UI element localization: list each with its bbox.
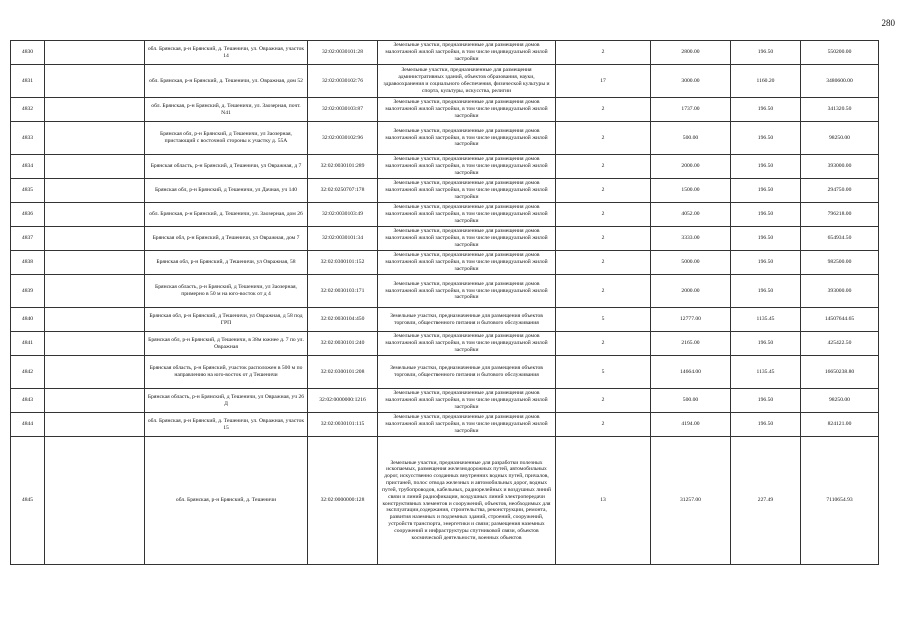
- row-number-cell: 4833: [11, 122, 45, 155]
- table-row: [11, 275, 879, 308]
- cadastral-number-cell: 32:02:0030102:96: [308, 122, 378, 155]
- table-row: [11, 41, 879, 65]
- row-number-cell: 4839: [11, 275, 45, 308]
- cadastral-number-cell: 32:02:0030101:115: [308, 413, 378, 437]
- row-number-cell: 4841: [11, 332, 45, 356]
- area-cell: 2000.00: [651, 275, 731, 308]
- cadastral-number-cell: 32:02:0030101:34: [308, 227, 378, 251]
- empty-cell: [45, 308, 145, 332]
- use-group-cell: 2: [556, 203, 651, 227]
- use-group-cell: 2: [556, 413, 651, 437]
- row-number-cell: 4844: [11, 413, 45, 437]
- specific-value-cell: 196.50: [731, 98, 801, 122]
- specific-value-cell: 227.49: [731, 437, 801, 565]
- address-cell: обл. Брянская, р-н Брянский, д. Тешеничи: [145, 437, 308, 565]
- area-cell: 2800.00: [651, 41, 731, 65]
- cadastral-number-cell: 32:02:0030102:76: [308, 65, 378, 98]
- empty-cell: [45, 98, 145, 122]
- cadastral-number-cell: 32:02:0030101:240: [308, 332, 378, 356]
- row-number-cell: 4845: [11, 437, 45, 565]
- table-row: [11, 413, 879, 437]
- table-row: [11, 65, 879, 98]
- area-cell: 2000.00: [651, 155, 731, 179]
- empty-cell: [45, 122, 145, 155]
- cadastral-number-cell: 32:02:0300101:208: [308, 356, 378, 389]
- use-group-cell: 13: [556, 437, 651, 565]
- table-row: [11, 356, 879, 389]
- permitted-use-cell: Земельные участки, предназначенные для размещения домов малоэтажной жилой застройки, в том числе индивидуальной жилой застройки: [378, 389, 556, 413]
- permitted-use-cell: Земельные участки, предназначенные для размещения домов малоэтажной жилой застройки, в том числе индивидуальной жилой застройки: [378, 179, 556, 203]
- cadastral-number-cell: 32:02:0030101:28: [308, 41, 378, 65]
- table-row: [11, 98, 879, 122]
- table-row: [11, 227, 879, 251]
- cadastral-value-cell: 341320.50: [801, 98, 879, 122]
- table-row: [11, 203, 879, 227]
- table-row: [11, 179, 879, 203]
- use-group-cell: 2: [556, 179, 651, 203]
- specific-value-cell: 196.50: [731, 227, 801, 251]
- specific-value-cell: 196.50: [731, 179, 801, 203]
- specific-value-cell: 1160.20: [731, 65, 801, 98]
- permitted-use-cell: Земельные участки, предназначенные для размещения объектов торговли, общественного питания и бытового обслуживания: [378, 308, 556, 332]
- permitted-use-cell: Земельные участки, предназначенные для размещения домов малоэтажной жилой застройки, в том числе индивидуальной жилой застройки: [378, 203, 556, 227]
- empty-cell: [45, 437, 145, 565]
- cadastral-value-cell: 3480600.00: [801, 65, 879, 98]
- specific-value-cell: 196.50: [731, 203, 801, 227]
- row-number-cell: 4836: [11, 203, 45, 227]
- permitted-use-cell: Земельные участки, предназначенные для размещения домов малоэтажной жилой застройки, в том числе индивидуальной жилой застройки: [378, 41, 556, 65]
- use-group-cell: 2: [556, 251, 651, 275]
- empty-cell: [45, 227, 145, 251]
- cadastral-value-cell: 98250.00: [801, 122, 879, 155]
- cadastral-value-cell: 824121.00: [801, 413, 879, 437]
- empty-cell: [45, 356, 145, 389]
- cadastral-number-cell: 32:02:0030101:289: [308, 155, 378, 179]
- table-row: [11, 308, 879, 332]
- address-cell: Брянская область, р-н Брянский, участок расположен в 500 м по направлению на юго-восток от д Тешеничи: [145, 356, 308, 389]
- area-cell: 500.00: [651, 122, 731, 155]
- table-body: [11, 41, 879, 565]
- address-cell: Брянская область, р-н Брянский, д Тешеничи, ул Овражная, д 7: [145, 155, 308, 179]
- cadastral-number-cell: 32:02:0030104:450: [308, 308, 378, 332]
- row-number-cell: 4842: [11, 356, 45, 389]
- table-row: [11, 155, 879, 179]
- area-cell: 4194.00: [651, 413, 731, 437]
- use-group-cell: 2: [556, 155, 651, 179]
- address-cell: Брянская обл, р-н Брянский, д Тешеничи, в 38м южнее д. 7 по ул. Овражная: [145, 332, 308, 356]
- specific-value-cell: 1135.45: [731, 308, 801, 332]
- use-group-cell: 2: [556, 332, 651, 356]
- row-number-cell: 4832: [11, 98, 45, 122]
- cadastral-value-table: [10, 40, 879, 565]
- cadastral-value-cell: 16650238.80: [801, 356, 879, 389]
- area-cell: 4052.00: [651, 203, 731, 227]
- cadastral-value-cell: 654934.50: [801, 227, 879, 251]
- permitted-use-cell: Земельные участки, предназначенные для размещения объектов торговли, общественного питания и бытового обслуживания: [378, 356, 556, 389]
- table-row: [11, 122, 879, 155]
- address-cell: обл. Брянская, р-н Брянский, д. Тешеничи, ул. Заозерная, почт. N41: [145, 98, 308, 122]
- empty-cell: [45, 179, 145, 203]
- cadastral-value-cell: 796218.00: [801, 203, 879, 227]
- cadastral-number-cell: 32:02:0000000:128: [308, 437, 378, 565]
- permitted-use-cell: Земельные участки, предназначенные для размещения домов малоэтажной жилой застройки, в том числе индивидуальной жилой застройки: [378, 332, 556, 356]
- cadastral-number-cell: 32:02:0030103:171: [308, 275, 378, 308]
- use-group-cell: 2: [556, 98, 651, 122]
- address-cell: Брянская обл, р-н Брянский, д Тешеничи, ул Дачная, уч 140: [145, 179, 308, 203]
- table-row: [11, 389, 879, 413]
- cadastral-value-cell: 7110654.93: [801, 437, 879, 565]
- specific-value-cell: 196.50: [731, 275, 801, 308]
- address-cell: обл. Брянская, р-н Брянский, д. Тешеничи, ул. Овражная, участок 15: [145, 413, 308, 437]
- row-number-cell: 4831: [11, 65, 45, 98]
- address-cell: обл. Брянская, р-н Брянский, д. Тешеничи, ул. Заозерная, дом 26: [145, 203, 308, 227]
- row-number-cell: 4840: [11, 308, 45, 332]
- row-number-cell: 4838: [11, 251, 45, 275]
- area-cell: 1737.00: [651, 98, 731, 122]
- cadastral-number-cell: 32:02:0030103:49: [308, 203, 378, 227]
- cadastral-value-cell: 98250.00: [801, 389, 879, 413]
- specific-value-cell: 196.50: [731, 41, 801, 65]
- cadastral-value-cell: 294750.00: [801, 179, 879, 203]
- use-group-cell: 17: [556, 65, 651, 98]
- empty-cell: [45, 65, 145, 98]
- permitted-use-cell: Земельные участки, предназначенные для размещения домов малоэтажной жилой застройки, в том числе индивидуальной жилой застройки: [378, 275, 556, 308]
- specific-value-cell: 1135.45: [731, 356, 801, 389]
- cadastral-number-cell: 32:02:0000000:1216: [308, 389, 378, 413]
- table-row: [11, 332, 879, 356]
- empty-cell: [45, 275, 145, 308]
- specific-value-cell: 196.50: [731, 251, 801, 275]
- address-cell: Брянская область, р-н Брянский, д Тешеничи, ул Заозерная, примерно в 50 м на юго-восток от д 4: [145, 275, 308, 308]
- row-number-cell: 4835: [11, 179, 45, 203]
- empty-cell: [45, 41, 145, 65]
- use-group-cell: 2: [556, 275, 651, 308]
- empty-cell: [45, 332, 145, 356]
- permitted-use-cell: Земельные участки, предназначенные для размещения домов малоэтажной жилой застройки, в том числе индивидуальной жилой застройки: [378, 155, 556, 179]
- cadastral-value-cell: 550200.00: [801, 41, 879, 65]
- row-number-cell: 4830: [11, 41, 45, 65]
- address-cell: Брянская обл, р-н Брянский, д Тешеничи, ул Заозерная, пристающий с восточной стороны к участку д. 55А: [145, 122, 308, 155]
- address-cell: обл. Брянская, р-н Брянский, д. Тешеничи, ул. Овражная, участок 14: [145, 41, 308, 65]
- page-number: 280: [881, 18, 895, 28]
- permitted-use-cell: Земельные участки, предназначенные для размещения домов малоэтажной жилой застройки, в том числе индивидуальной жилой застройки: [378, 227, 556, 251]
- specific-value-cell: 196.50: [731, 413, 801, 437]
- table-row: [11, 437, 879, 565]
- address-cell: Брянская обл, р-н Брянский, д Тешеничи, ул Овражная, дом 7: [145, 227, 308, 251]
- row-number-cell: 4843: [11, 389, 45, 413]
- use-group-cell: 5: [556, 356, 651, 389]
- use-group-cell: 2: [556, 122, 651, 155]
- area-cell: 3000.00: [651, 65, 731, 98]
- use-group-cell: 2: [556, 41, 651, 65]
- permitted-use-cell: Земельные участки, предназначенные для разработки полезных ископаемых, размещения железнодорожных путей, автомобильных дорог, искусственно созданных внутренних водных путей, причалов, пристаней, полос отвода железных и автомобильных дорог, водных путей, трубопроводов, кабельных, радиорелейных и воздушных линий связи и линий радиофикации, воздушных линий электропередачи конструктивных элементов и сооружений, объектов, необходимых для эксплуатации,содержания, строительства, реконструкции, ремонта, развития наземных и подземных зданий, строений, сооружений, устройств транспорта, энергетики и связи; размещения наземных сооружений и инфраструктуры спутниковой связи, объектов космической деятельности, военных объектов: [378, 437, 556, 565]
- cadastral-value-cell: 425422.50: [801, 332, 879, 356]
- permitted-use-cell: Земельные участки, предназначенные для размещения домов малоэтажной жилой застройки, в том числе индивидуальной жилой застройки: [378, 122, 556, 155]
- area-cell: 2165.00: [651, 332, 731, 356]
- specific-value-cell: 196.50: [731, 155, 801, 179]
- permitted-use-cell: Земельные участки, предназначенные для размещения домов малоэтажной жилой застройки, в том числе индивидуальной жилой застройки: [378, 98, 556, 122]
- area-cell: 500.00: [651, 389, 731, 413]
- empty-cell: [45, 203, 145, 227]
- area-cell: 5000.00: [651, 251, 731, 275]
- address-cell: обл. Брянская, р-н Брянский, д. Тешеничи, ул. Овражная, дом 52: [145, 65, 308, 98]
- empty-cell: [45, 251, 145, 275]
- specific-value-cell: 196.50: [731, 389, 801, 413]
- cadastral-number-cell: 32:02:0030103:87: [308, 98, 378, 122]
- empty-cell: [45, 413, 145, 437]
- permitted-use-cell: Земельные участки, предназначенные для размещения административных зданий, объектов образования, науки, здравоохранения и социального обеспечения, физической культуры и спорта, культуры, искусства, религии: [378, 65, 556, 98]
- cadastral-value-cell: 393000.00: [801, 155, 879, 179]
- address-cell: Брянская обл, р-н Брянский, д Тешеничи, ул Овражная, 58: [145, 251, 308, 275]
- area-cell: 1500.00: [651, 179, 731, 203]
- permitted-use-cell: Земельные участки, предназначенные для размещения домов малоэтажной жилой застройки, в том числе индивидуальной жилой застройки: [378, 251, 556, 275]
- area-cell: 3333.00: [651, 227, 731, 251]
- specific-value-cell: 196.50: [731, 122, 801, 155]
- cadastral-number-cell: 32:02:0250707:178: [308, 179, 378, 203]
- row-number-cell: 4834: [11, 155, 45, 179]
- empty-cell: [45, 155, 145, 179]
- address-cell: Брянская область, р-н Брянский, д Тешеничи, ул Овражная, уч 26 Д: [145, 389, 308, 413]
- row-number-cell: 4837: [11, 227, 45, 251]
- cadastral-number-cell: 32:02:0300101:152: [308, 251, 378, 275]
- use-group-cell: 2: [556, 227, 651, 251]
- address-cell: Брянская обл, р-н Брянский, д Тешеничи, ул Овражная, д 58 под ГРП: [145, 308, 308, 332]
- cadastral-value-cell: 14507644.65: [801, 308, 879, 332]
- area-cell: 14664.00: [651, 356, 731, 389]
- use-group-cell: 2: [556, 389, 651, 413]
- use-group-cell: 5: [556, 308, 651, 332]
- empty-cell: [45, 389, 145, 413]
- cadastral-value-cell: 393000.00: [801, 275, 879, 308]
- area-cell: 12777.00: [651, 308, 731, 332]
- cadastral-value-cell: 982500.00: [801, 251, 879, 275]
- area-cell: 31257.00: [651, 437, 731, 565]
- specific-value-cell: 196.50: [731, 332, 801, 356]
- permitted-use-cell: Земельные участки, предназначенные для размещения домов малоэтажной жилой застройки, в том числе индивидуальной жилой застройки: [378, 413, 556, 437]
- table-row: [11, 251, 879, 275]
